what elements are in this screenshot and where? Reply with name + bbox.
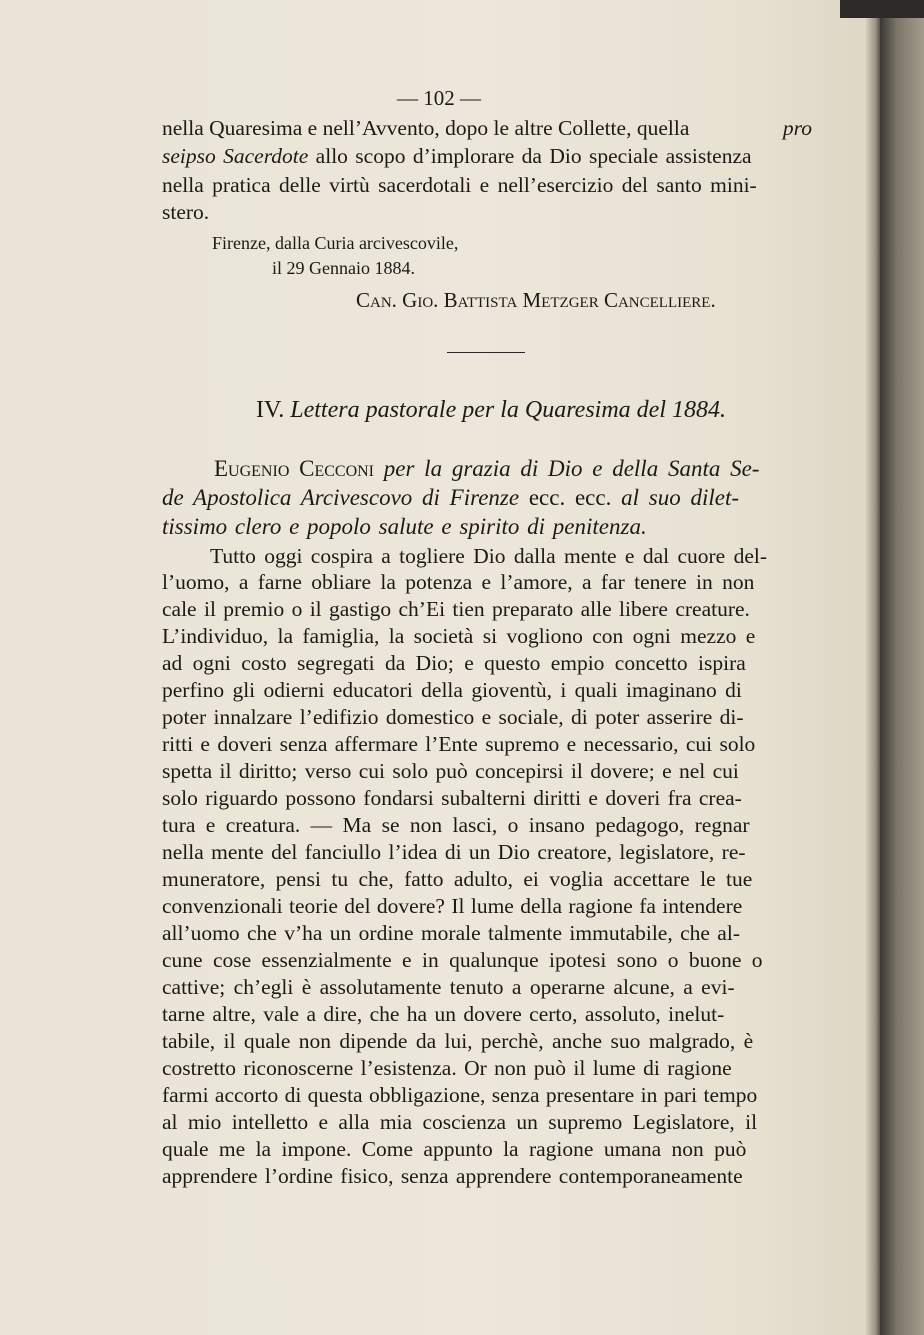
body-line: apprendere l’ordine fisico, senza apprendere contemporaneamente (162, 1164, 743, 1188)
dateline-place: Firenze, dalla Curia arcivescovile, (212, 233, 459, 253)
salutation-line (214, 457, 812, 480)
body-line: convenzionali teorie del dovere? Il lume della ragione fa intendere (162, 894, 743, 918)
body-line: perfino gli odierni educatori della gioventù, i quali imaginano di (162, 678, 742, 702)
body-line: cattive; ch’egli è assolutamente tenuto a operarne alcune, a evi- (162, 975, 735, 999)
salutation-line (162, 486, 812, 509)
intro-line (162, 146, 812, 168)
body-line: all’uomo che v’ha un ordine morale talmente immutabile, che al- (162, 921, 740, 945)
body-line: tura e creatura. — Ma se non lasci, o insano pedagogo, regnar (162, 813, 750, 837)
body-line: ad ogni costo segregati da Dio; e questo empio concetto ispira (162, 651, 746, 675)
salutation-line: tissimo clero e popolo salute e spirito di penitenza. (162, 514, 647, 539)
body-line: l’uomo, a farne obliare la potenza e l’amore, a far tenere in non (162, 570, 755, 594)
book-edge (880, 0, 924, 1335)
body-line: muneratore, pensi tu che, fatto adulto, ei voglia accettare le tue (162, 867, 753, 891)
salutation-italic: per la grazia di Dio e della Santa Se- (374, 456, 760, 481)
body-line: tabile, il quale non dipende da lui, perchè, anche suo malgrado, è (162, 1029, 754, 1053)
page-number-header: — 102 — (397, 86, 481, 110)
author-name: Eugenio Cecconi (214, 456, 375, 481)
intro-italic: pro (782, 116, 812, 140)
dateline-date: il 29 Gennaio 1884. (272, 258, 415, 278)
body-line: cale il premio o il gastigo ch’Ei tien preparato alle libere creature. (162, 597, 750, 621)
body-line: ritti e doveri senza affermare l’Ente supremo e necessario, cui solo (162, 732, 756, 756)
body-line: poter innalzare l’edifizio domestico e sociale, di poter asserire di- (162, 705, 744, 729)
intro-italic: seipso Sacerdote (162, 144, 309, 168)
body-line: tarne altre, vale a dire, che ha un dovere certo, assoluto, inelut- (162, 1002, 725, 1026)
section-heading (256, 398, 726, 422)
body-line: al mio intelletto e alla mia coscienza un supremo Legislatore, il (162, 1110, 758, 1134)
intro-text: nella Quaresima e nell’Avvento, dopo le altre Collette, quella (162, 116, 695, 140)
salutation-text: ecc. ecc. (519, 485, 622, 510)
book-edge-corner (840, 0, 924, 18)
body-line: nella mente del fanciullo l’idea di un Dio creatore, legislatore, re- (162, 840, 746, 864)
salutation-italic: al suo dilet- (621, 485, 739, 510)
section-numeral: IV. (256, 397, 285, 423)
body-line: farmi accorto di questa obbligazione, senza presentare in pari tempo (162, 1083, 758, 1107)
section-divider (447, 352, 525, 353)
body-line: Tutto oggi cospira a togliere Dio dalla mente e dal cuore del- (210, 544, 768, 568)
body-line: spetta il diritto; verso cui solo può concepirsi il dovere; e nel cui (162, 759, 739, 783)
signature: Can. Gio. Battista Metzger Cancelliere. (356, 288, 716, 312)
body-line: quale me la impone. Come appunto la ragione umana non può (162, 1137, 747, 1161)
intro-line (162, 118, 812, 140)
body-line: cune cose essenzialmente e in qualunque ipotesi sono o buone o (162, 948, 763, 972)
intro-line: nella pratica delle virtù sacerdotali e nell’esercizio del santo mini- (162, 173, 757, 197)
body-line: solo riguardo possono fondarsi subalterni diritti e doveri fra crea- (162, 786, 742, 810)
intro-text: allo scopo d’implorare da Dio speciale assistenza (308, 144, 752, 168)
salutation-italic: de Apostolica Arcivescovo di Firenze (162, 485, 520, 510)
body-line: costretto riconoscerne l’esistenza. Or non può il lume di ragione (162, 1056, 732, 1080)
body-line: L’individuo, la famiglia, la società si vogliono con ogni mezzo e (162, 624, 756, 648)
intro-line: stero. (162, 200, 210, 224)
section-title: Lettera pastorale per la Quaresima del 1884. (290, 397, 726, 423)
